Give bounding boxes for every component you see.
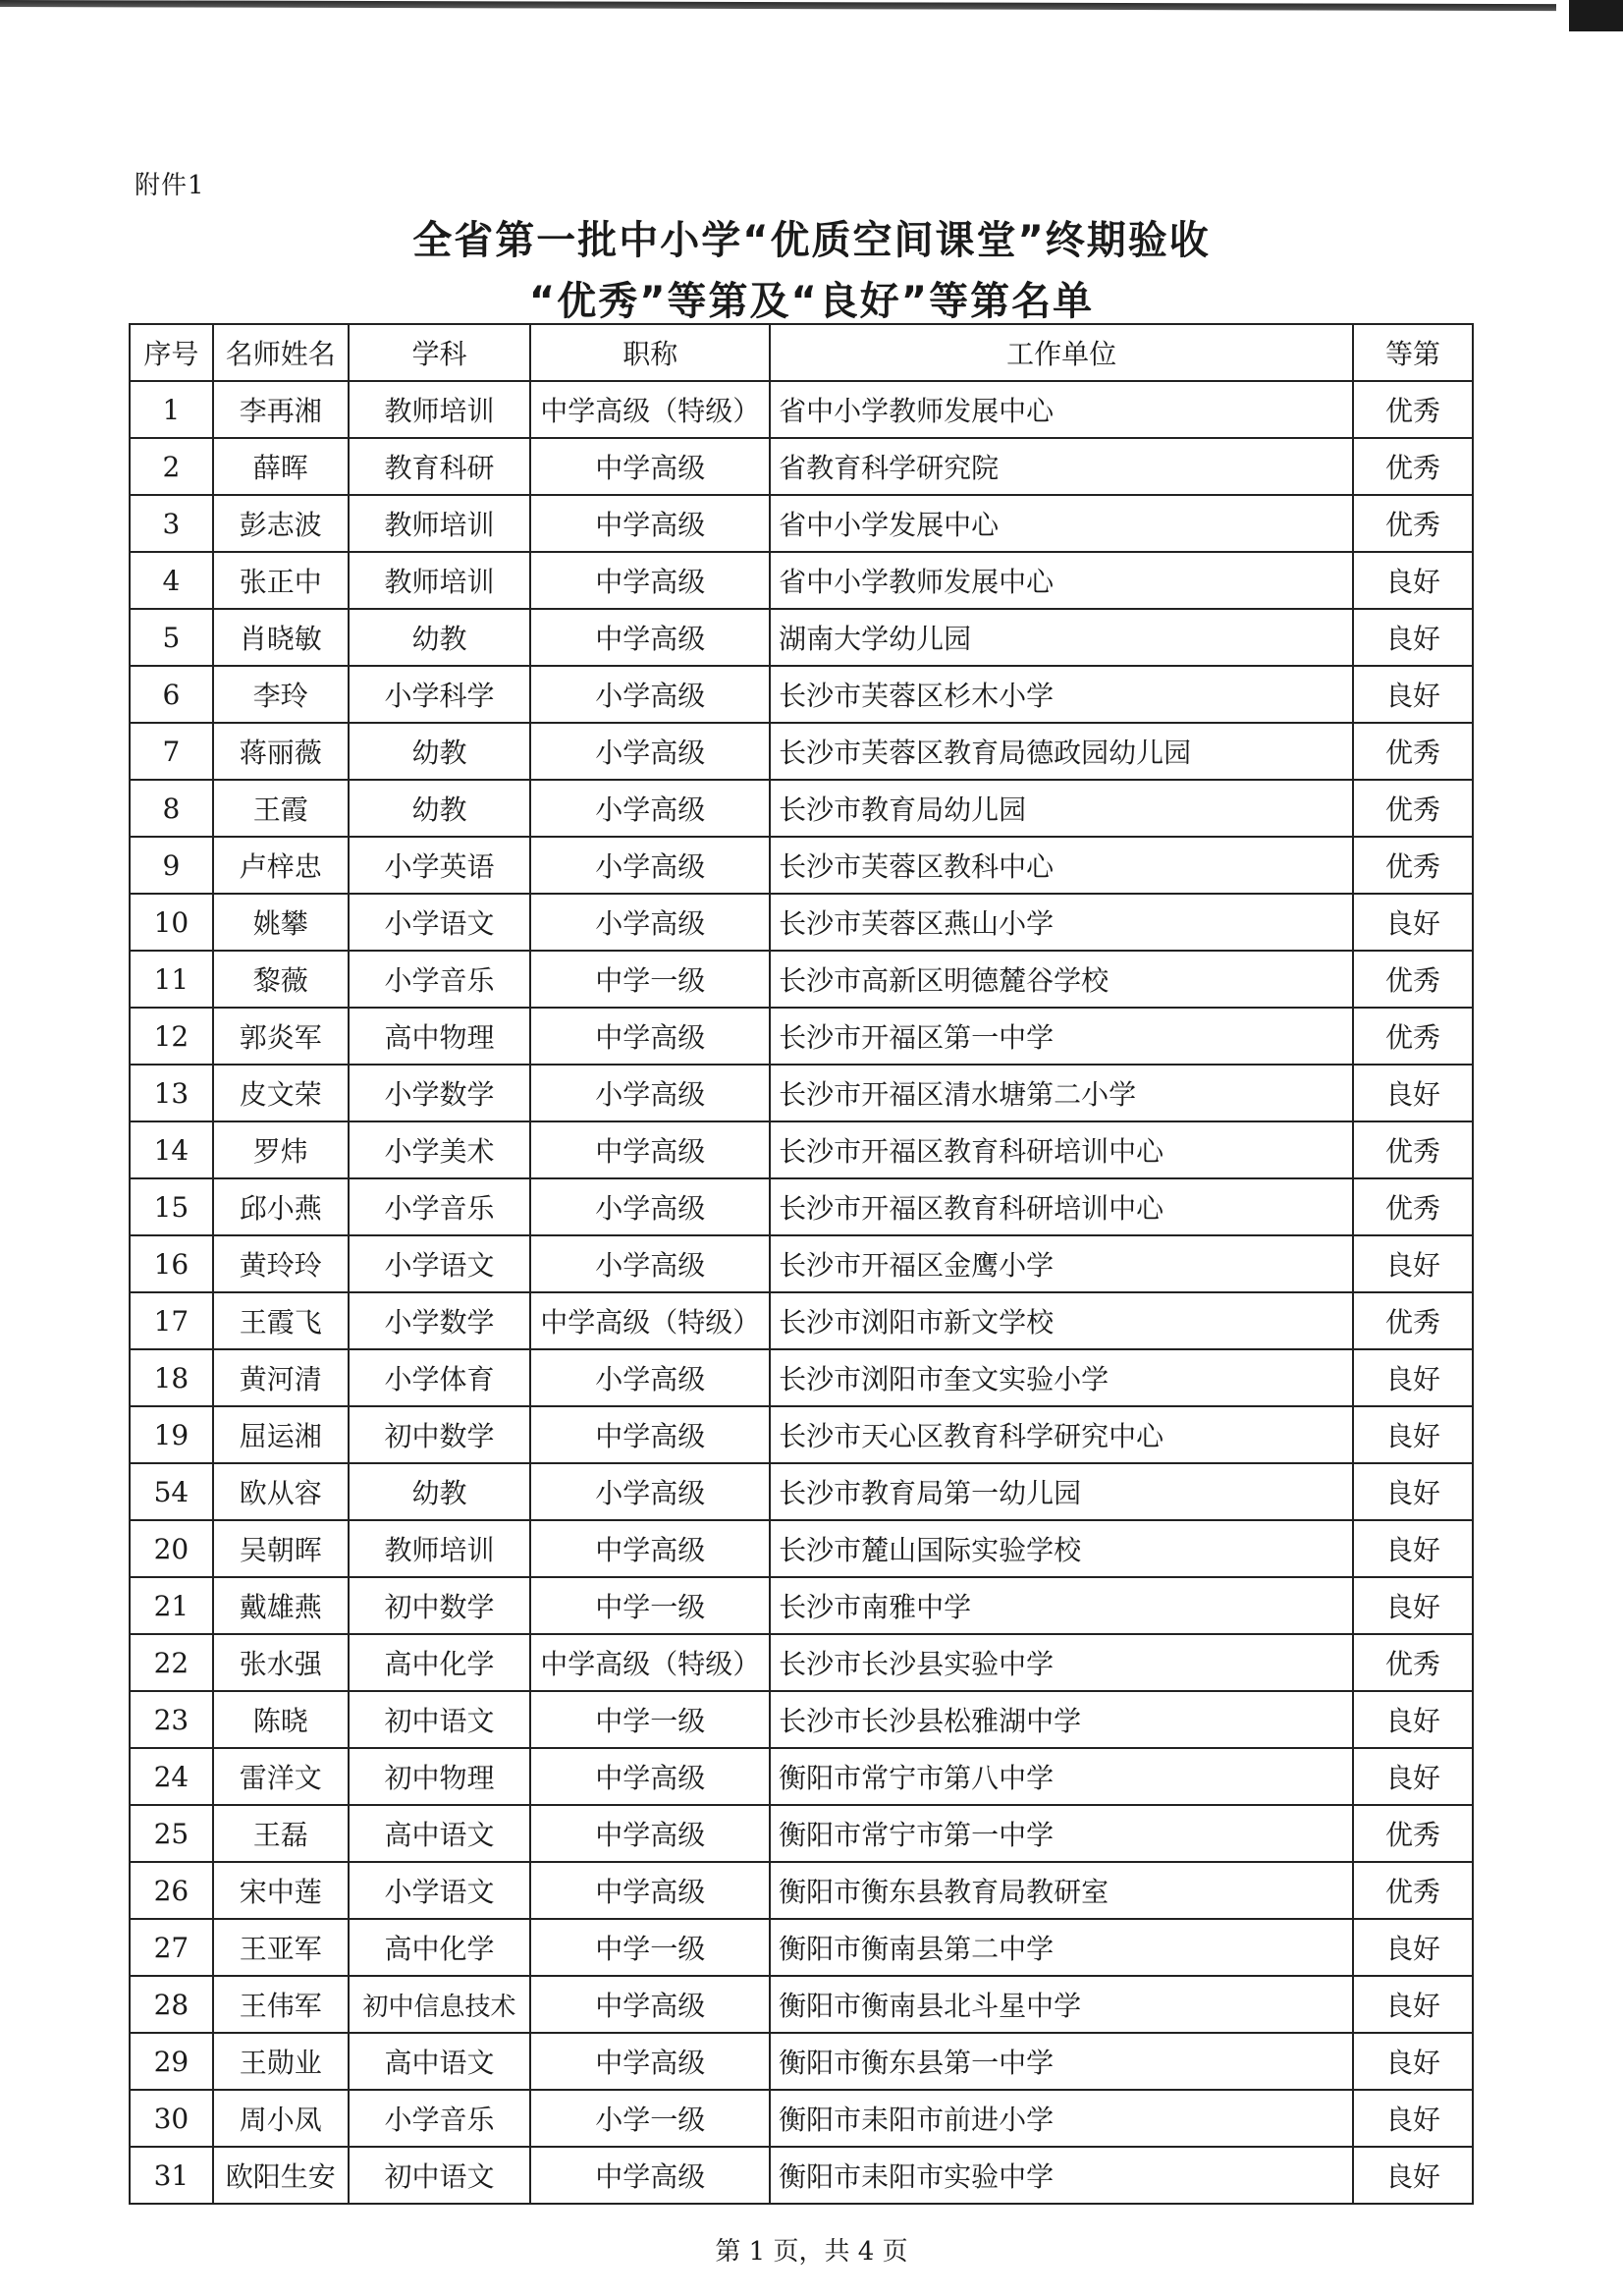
cell-grade: 优秀 xyxy=(1353,1805,1473,1862)
cell-subject: 小学美术 xyxy=(349,1121,531,1178)
cell-work-unit: 省中小学教师发展中心 xyxy=(770,381,1353,438)
cell-grade: 良好 xyxy=(1353,609,1473,666)
cell-work-unit: 长沙市开福区金鹰小学 xyxy=(770,1235,1353,1292)
cell-work-unit: 长沙市长沙县松雅湖中学 xyxy=(770,1691,1353,1748)
cell-subject: 小学音乐 xyxy=(349,1178,531,1235)
table-row xyxy=(130,1406,1473,1463)
cell-index: 1 xyxy=(130,381,213,438)
cell-teacher-name: 宋中莲 xyxy=(213,1862,349,1919)
cell-teacher-name: 皮文荣 xyxy=(213,1065,349,1121)
table-row xyxy=(130,1634,1473,1691)
cell-title-rank: 中学高级 xyxy=(530,2033,770,2090)
cell-title-rank: 中学一级 xyxy=(530,1919,770,1976)
cell-subject: 初中物理 xyxy=(349,1748,531,1805)
cell-title-rank: 中学高级 xyxy=(530,1805,770,1862)
cell-grade: 良好 xyxy=(1353,1748,1473,1805)
cell-grade: 良好 xyxy=(1353,894,1473,951)
cell-grade: 优秀 xyxy=(1353,1292,1473,1349)
cell-title-rank: 中学高级 xyxy=(530,1008,770,1065)
cell-index: 28 xyxy=(130,1976,213,2033)
teacher-roster-table xyxy=(129,323,1474,2205)
cell-teacher-name: 周小凤 xyxy=(213,2090,349,2147)
cell-work-unit: 衡阳市耒阳市前进小学 xyxy=(770,2090,1353,2147)
cell-grade: 良好 xyxy=(1353,1065,1473,1121)
cell-subject: 小学语文 xyxy=(349,894,531,951)
cell-index: 19 xyxy=(130,1406,213,1463)
scan-corner-mark xyxy=(1569,0,1623,31)
cell-teacher-name: 郭炎军 xyxy=(213,1008,349,1065)
cell-title-rank: 小学高级 xyxy=(530,1178,770,1235)
cell-work-unit: 衡阳市衡南县北斗星中学 xyxy=(770,1976,1353,2033)
cell-index: 16 xyxy=(130,1235,213,1292)
cell-teacher-name: 戴雄燕 xyxy=(213,1577,349,1634)
cell-title-rank: 中学高级 xyxy=(530,1121,770,1178)
cell-index: 6 xyxy=(130,666,213,723)
document-title-line1: 全省第一批中小学“优质空间课堂”终期验收 xyxy=(412,218,1211,263)
cell-index: 7 xyxy=(130,723,213,780)
table-row xyxy=(130,2147,1473,2204)
cell-index: 5 xyxy=(130,609,213,666)
table-row xyxy=(130,1976,1473,2033)
header-title-rank: 职称 xyxy=(530,324,770,381)
cell-subject: 教师培训 xyxy=(349,495,531,552)
cell-teacher-name: 王亚军 xyxy=(213,1919,349,1976)
cell-subject: 教育科研 xyxy=(349,438,531,495)
cell-teacher-name: 屈运湘 xyxy=(213,1406,349,1463)
cell-subject: 初中语文 xyxy=(349,1691,531,1748)
cell-subject: 高中物理 xyxy=(349,1008,531,1065)
table-row xyxy=(130,1520,1473,1577)
header-work-unit: 工作单位 xyxy=(770,324,1353,381)
table-row xyxy=(130,609,1473,666)
cell-title-rank: 小学高级 xyxy=(530,1463,770,1520)
cell-subject: 初中数学 xyxy=(349,1577,531,1634)
cell-work-unit: 长沙市教育局幼儿园 xyxy=(770,780,1353,837)
table-row xyxy=(130,1235,1473,1292)
document-title-line2: “优秀”等第及“良好”等第名单 xyxy=(528,279,1095,324)
table-body xyxy=(130,381,1473,2204)
cell-title-rank: 中学高级 xyxy=(530,495,770,552)
cell-grade: 优秀 xyxy=(1353,780,1473,837)
cell-index: 24 xyxy=(130,1748,213,1805)
cell-title-rank: 中学一级 xyxy=(530,1577,770,1634)
table-row xyxy=(130,2033,1473,2090)
cell-title-rank: 中学高级 xyxy=(530,1976,770,2033)
cell-work-unit: 衡阳市衡南县第二中学 xyxy=(770,1919,1353,1976)
cell-title-rank: 中学高级（特级） xyxy=(530,381,770,438)
cell-subject: 小学语文 xyxy=(349,1235,531,1292)
table-row xyxy=(130,894,1473,951)
cell-work-unit: 省中小学教师发展中心 xyxy=(770,552,1353,609)
cell-teacher-name: 陈晓 xyxy=(213,1691,349,1748)
cell-work-unit: 长沙市天心区教育科学研究中心 xyxy=(770,1406,1353,1463)
table-row xyxy=(130,951,1473,1008)
cell-teacher-name: 黎薇 xyxy=(213,951,349,1008)
table-header-row xyxy=(130,324,1473,381)
table-row xyxy=(130,1577,1473,1634)
cell-title-rank: 中学高级 xyxy=(530,1748,770,1805)
cell-grade: 良好 xyxy=(1353,666,1473,723)
cell-title-rank: 小学高级 xyxy=(530,780,770,837)
cell-grade: 良好 xyxy=(1353,1520,1473,1577)
cell-title-rank: 中学高级 xyxy=(530,1862,770,1919)
table-row xyxy=(130,552,1473,609)
cell-grade: 优秀 xyxy=(1353,1862,1473,1919)
table-row xyxy=(130,1178,1473,1235)
cell-subject: 小学体育 xyxy=(349,1349,531,1406)
cell-work-unit: 长沙市教育局第一幼儿园 xyxy=(770,1463,1353,1520)
cell-subject: 幼教 xyxy=(349,1463,531,1520)
cell-index: 10 xyxy=(130,894,213,951)
cell-grade: 良好 xyxy=(1353,1919,1473,1976)
cell-grade: 优秀 xyxy=(1353,723,1473,780)
cell-subject: 小学数学 xyxy=(349,1065,531,1121)
cell-work-unit: 衡阳市耒阳市实验中学 xyxy=(770,2147,1353,2204)
cell-grade: 优秀 xyxy=(1353,1121,1473,1178)
cell-work-unit: 湖南大学幼儿园 xyxy=(770,609,1353,666)
cell-subject: 幼教 xyxy=(349,723,531,780)
cell-grade: 优秀 xyxy=(1353,951,1473,1008)
table-row xyxy=(130,1463,1473,1520)
cell-index: 31 xyxy=(130,2147,213,2204)
cell-teacher-name: 王勋业 xyxy=(213,2033,349,2090)
cell-teacher-name: 欧阳生安 xyxy=(213,2147,349,2204)
cell-title-rank: 中学高级（特级） xyxy=(530,1634,770,1691)
cell-index: 11 xyxy=(130,951,213,1008)
cell-index: 12 xyxy=(130,1008,213,1065)
table-row xyxy=(130,1292,1473,1349)
cell-subject: 初中信息技术 xyxy=(349,1976,531,2033)
cell-work-unit: 衡阳市常宁市第一中学 xyxy=(770,1805,1353,1862)
header-grade: 等第 xyxy=(1353,324,1473,381)
table-row xyxy=(130,780,1473,837)
cell-teacher-name: 彭志波 xyxy=(213,495,349,552)
cell-subject: 高中化学 xyxy=(349,1919,531,1976)
cell-work-unit: 长沙市开福区第一中学 xyxy=(770,1008,1353,1065)
attachment-label: 附件1 xyxy=(135,171,205,200)
cell-teacher-name: 蒋丽薇 xyxy=(213,723,349,780)
cell-work-unit: 衡阳市衡东县教育局教研室 xyxy=(770,1862,1353,1919)
table-row xyxy=(130,1008,1473,1065)
cell-subject: 小学英语 xyxy=(349,837,531,894)
cell-subject: 幼教 xyxy=(349,609,531,666)
page-footer: 第 1 页，共 4 页 xyxy=(715,2237,908,2267)
cell-grade: 良好 xyxy=(1353,1349,1473,1406)
cell-work-unit: 长沙市开福区清水塘第二小学 xyxy=(770,1065,1353,1121)
cell-title-rank: 小学高级 xyxy=(530,894,770,951)
cell-teacher-name: 姚攀 xyxy=(213,894,349,951)
cell-index: 54 xyxy=(130,1463,213,1520)
cell-title-rank: 中学一级 xyxy=(530,951,770,1008)
cell-teacher-name: 黄河清 xyxy=(213,1349,349,1406)
cell-grade: 良好 xyxy=(1353,2033,1473,2090)
table-row xyxy=(130,1349,1473,1406)
cell-work-unit: 省教育科学研究院 xyxy=(770,438,1353,495)
cell-teacher-name: 吴朝晖 xyxy=(213,1520,349,1577)
cell-teacher-name: 邱小燕 xyxy=(213,1178,349,1235)
table-row xyxy=(130,1748,1473,1805)
cell-teacher-name: 肖晓敏 xyxy=(213,609,349,666)
cell-subject: 初中语文 xyxy=(349,2147,531,2204)
cell-teacher-name: 王霞飞 xyxy=(213,1292,349,1349)
cell-title-rank: 中学高级（特级） xyxy=(530,1292,770,1349)
table-row xyxy=(130,1691,1473,1748)
cell-teacher-name: 张正中 xyxy=(213,552,349,609)
header-teacher-name: 名师姓名 xyxy=(213,324,349,381)
cell-subject: 小学科学 xyxy=(349,666,531,723)
cell-grade: 良好 xyxy=(1353,1691,1473,1748)
header-subject: 学科 xyxy=(349,324,531,381)
cell-grade: 良好 xyxy=(1353,2090,1473,2147)
cell-subject: 小学音乐 xyxy=(349,951,531,1008)
cell-work-unit: 长沙市芙蓉区教科中心 xyxy=(770,837,1353,894)
cell-grade: 良好 xyxy=(1353,1577,1473,1634)
cell-work-unit: 长沙市南雅中学 xyxy=(770,1577,1353,1634)
cell-work-unit: 长沙市麓山国际实验学校 xyxy=(770,1520,1353,1577)
cell-title-rank: 小学高级 xyxy=(530,1065,770,1121)
cell-teacher-name: 欧从容 xyxy=(213,1463,349,1520)
cell-title-rank: 中学高级 xyxy=(530,1406,770,1463)
cell-grade: 良好 xyxy=(1353,2147,1473,2204)
header-index: 序号 xyxy=(130,324,213,381)
table-row xyxy=(130,1919,1473,1976)
cell-work-unit: 长沙市芙蓉区教育局德政园幼儿园 xyxy=(770,723,1353,780)
cell-index: 14 xyxy=(130,1121,213,1178)
cell-grade: 良好 xyxy=(1353,1235,1473,1292)
cell-teacher-name: 黄玲玲 xyxy=(213,1235,349,1292)
table-row xyxy=(130,1805,1473,1862)
cell-subject: 小学数学 xyxy=(349,1292,531,1349)
cell-index: 27 xyxy=(130,1919,213,1976)
cell-work-unit: 长沙市浏阳市新文学校 xyxy=(770,1292,1353,1349)
cell-teacher-name: 王磊 xyxy=(213,1805,349,1862)
cell-teacher-name: 雷洋文 xyxy=(213,1748,349,1805)
cell-grade: 优秀 xyxy=(1353,1178,1473,1235)
table-row xyxy=(130,1065,1473,1121)
cell-title-rank: 中学高级 xyxy=(530,609,770,666)
cell-work-unit: 长沙市浏阳市奎文实验小学 xyxy=(770,1349,1353,1406)
table-row xyxy=(130,837,1473,894)
cell-grade: 优秀 xyxy=(1353,381,1473,438)
cell-title-rank: 中学高级 xyxy=(530,552,770,609)
cell-index: 9 xyxy=(130,837,213,894)
cell-teacher-name: 王霞 xyxy=(213,780,349,837)
cell-title-rank: 小学高级 xyxy=(530,837,770,894)
cell-work-unit: 衡阳市衡东县第一中学 xyxy=(770,2033,1353,2090)
cell-title-rank: 中学高级 xyxy=(530,2147,770,2204)
cell-teacher-name: 张水强 xyxy=(213,1634,349,1691)
cell-work-unit: 长沙市高新区明德麓谷学校 xyxy=(770,951,1353,1008)
cell-title-rank: 小学高级 xyxy=(530,666,770,723)
cell-index: 22 xyxy=(130,1634,213,1691)
cell-work-unit: 长沙市长沙县实验中学 xyxy=(770,1634,1353,1691)
cell-work-unit: 衡阳市常宁市第八中学 xyxy=(770,1748,1353,1805)
cell-work-unit: 长沙市芙蓉区杉木小学 xyxy=(770,666,1353,723)
cell-subject: 高中语文 xyxy=(349,2033,531,2090)
cell-subject: 教师培训 xyxy=(349,381,531,438)
cell-grade: 优秀 xyxy=(1353,837,1473,894)
cell-title-rank: 小学高级 xyxy=(530,1349,770,1406)
cell-index: 20 xyxy=(130,1520,213,1577)
cell-index: 4 xyxy=(130,552,213,609)
table-row xyxy=(130,381,1473,438)
cell-work-unit: 省中小学发展中心 xyxy=(770,495,1353,552)
cell-index: 30 xyxy=(130,2090,213,2147)
cell-subject: 教师培训 xyxy=(349,552,531,609)
cell-subject: 小学语文 xyxy=(349,1862,531,1919)
cell-title-rank: 小学一级 xyxy=(530,2090,770,2147)
cell-index: 17 xyxy=(130,1292,213,1349)
cell-subject: 教师培训 xyxy=(349,1520,531,1577)
cell-index: 2 xyxy=(130,438,213,495)
cell-index: 21 xyxy=(130,1577,213,1634)
table-row xyxy=(130,1862,1473,1919)
cell-index: 3 xyxy=(130,495,213,552)
cell-teacher-name: 李再湘 xyxy=(213,381,349,438)
cell-index: 23 xyxy=(130,1691,213,1748)
cell-teacher-name: 薛晖 xyxy=(213,438,349,495)
cell-index: 25 xyxy=(130,1805,213,1862)
cell-grade: 优秀 xyxy=(1353,1634,1473,1691)
cell-grade: 优秀 xyxy=(1353,495,1473,552)
cell-subject: 高中化学 xyxy=(349,1634,531,1691)
cell-grade: 良好 xyxy=(1353,1406,1473,1463)
cell-index: 8 xyxy=(130,780,213,837)
table-row xyxy=(130,666,1473,723)
cell-index: 18 xyxy=(130,1349,213,1406)
table-row xyxy=(130,1121,1473,1178)
cell-grade: 良好 xyxy=(1353,1463,1473,1520)
cell-teacher-name: 王伟军 xyxy=(213,1976,349,2033)
cell-title-rank: 小学高级 xyxy=(530,723,770,780)
table-row xyxy=(130,495,1473,552)
cell-subject: 小学音乐 xyxy=(349,2090,531,2147)
cell-teacher-name: 卢梓忠 xyxy=(213,837,349,894)
cell-title-rank: 中学高级 xyxy=(530,438,770,495)
cell-subject: 初中数学 xyxy=(349,1406,531,1463)
cell-work-unit: 长沙市芙蓉区燕山小学 xyxy=(770,894,1353,951)
cell-title-rank: 中学一级 xyxy=(530,1691,770,1748)
cell-grade: 良好 xyxy=(1353,552,1473,609)
cell-grade: 优秀 xyxy=(1353,438,1473,495)
table-row xyxy=(130,438,1473,495)
cell-teacher-name: 李玲 xyxy=(213,666,349,723)
table-row xyxy=(130,2090,1473,2147)
cell-grade: 良好 xyxy=(1353,1976,1473,2033)
table-row xyxy=(130,723,1473,780)
cell-subject: 幼教 xyxy=(349,780,531,837)
cell-index: 15 xyxy=(130,1178,213,1235)
cell-subject: 高中语文 xyxy=(349,1805,531,1862)
cell-work-unit: 长沙市开福区教育科研培训中心 xyxy=(770,1178,1353,1235)
cell-title-rank: 小学高级 xyxy=(530,1235,770,1292)
cell-grade: 优秀 xyxy=(1353,1008,1473,1065)
cell-work-unit: 长沙市开福区教育科研培训中心 xyxy=(770,1121,1353,1178)
cell-index: 13 xyxy=(130,1065,213,1121)
cell-index: 26 xyxy=(130,1862,213,1919)
scan-edge-line xyxy=(0,0,1556,11)
cell-index: 29 xyxy=(130,2033,213,2090)
cell-title-rank: 中学高级 xyxy=(530,1520,770,1577)
cell-teacher-name: 罗炜 xyxy=(213,1121,349,1178)
